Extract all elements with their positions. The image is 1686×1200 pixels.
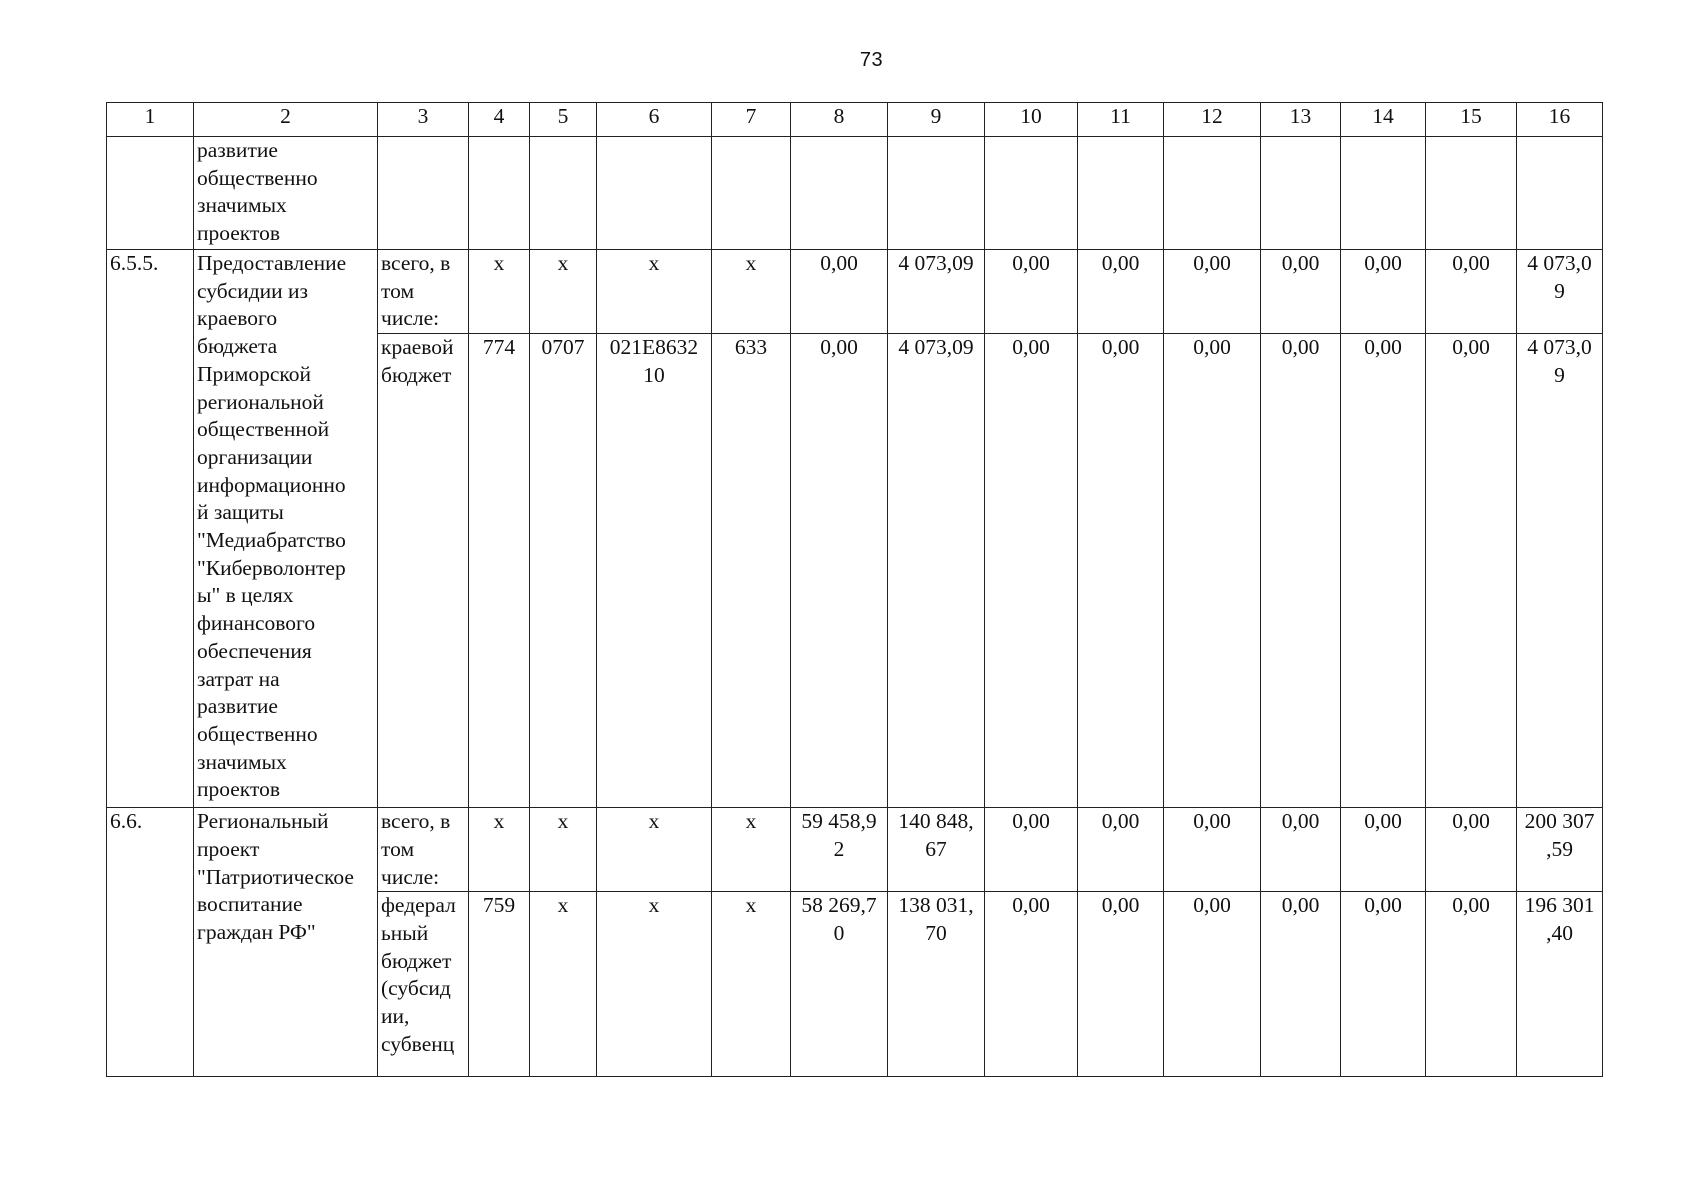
empty-cell bbox=[597, 137, 712, 250]
value-cell: 0,00 bbox=[1078, 334, 1164, 808]
value-cell: 0,00 bbox=[1164, 334, 1261, 808]
empty-cell bbox=[1341, 137, 1426, 250]
header-cell: 2 bbox=[194, 103, 378, 137]
value-cell: 0,00 bbox=[1164, 892, 1261, 1077]
value-cell: х bbox=[469, 808, 530, 892]
header-cell: 8 bbox=[791, 103, 888, 137]
value-cell: 4 073,09 bbox=[888, 250, 985, 334]
empty-cell bbox=[1261, 137, 1341, 250]
value-cell: х bbox=[530, 250, 597, 334]
header-cell: 10 bbox=[985, 103, 1078, 137]
row-number-cell: 6.5.5. bbox=[107, 250, 194, 808]
value-cell: 58 269,7 0 bbox=[791, 892, 888, 1077]
empty-cell bbox=[712, 137, 791, 250]
value-cell: 633 bbox=[712, 334, 791, 808]
header-cell: 12 bbox=[1164, 103, 1261, 137]
value-cell: 0,00 bbox=[985, 334, 1078, 808]
budget-table bbox=[106, 102, 1603, 1077]
header-cell: 4 bbox=[469, 103, 530, 137]
value-cell: 59 458,9 2 bbox=[791, 808, 888, 892]
funding-source-cell: всего, в том числе: bbox=[378, 250, 469, 334]
value-cell: 0,00 bbox=[1341, 808, 1426, 892]
value-cell: 0,00 bbox=[1164, 808, 1261, 892]
value-cell: 0,00 bbox=[985, 892, 1078, 1077]
value-cell: 021Е8632 10 bbox=[597, 334, 712, 808]
header-row bbox=[107, 103, 1603, 137]
value-cell: 0,00 bbox=[1261, 334, 1341, 808]
value-cell: 4 073,0 9 bbox=[1517, 250, 1603, 334]
value-cell: х bbox=[712, 892, 791, 1077]
page-number: 73 bbox=[859, 49, 884, 71]
value-cell: 0,00 bbox=[985, 808, 1078, 892]
funding-source-cell: федерал ьный бюджет (субсид ии, субвенц bbox=[378, 892, 469, 1077]
value-cell: 0,00 bbox=[1341, 334, 1426, 808]
funding-source-cell: краевой бюджет bbox=[378, 334, 469, 808]
header-cell: 14 bbox=[1341, 103, 1426, 137]
value-cell: 0,00 bbox=[1426, 250, 1517, 334]
table-row bbox=[107, 250, 1603, 334]
funding-source-cell: всего, в том числе: bbox=[378, 808, 469, 892]
empty-cell bbox=[107, 137, 194, 250]
value-cell: х bbox=[712, 808, 791, 892]
row-number-cell: 6.6. bbox=[107, 808, 194, 1077]
empty-cell bbox=[378, 137, 469, 250]
header-cell: 16 bbox=[1517, 103, 1603, 137]
header-cell: 11 bbox=[1078, 103, 1164, 137]
value-cell: х bbox=[530, 808, 597, 892]
value-cell: 0707 bbox=[530, 334, 597, 808]
value-cell: 0,00 bbox=[1426, 808, 1517, 892]
value-cell: 200 307 ,59 bbox=[1517, 808, 1603, 892]
value-cell: х bbox=[597, 250, 712, 334]
value-cell: 4 073,09 bbox=[888, 334, 985, 808]
header-cell: 9 bbox=[888, 103, 985, 137]
empty-cell bbox=[985, 137, 1078, 250]
value-cell: 0,00 bbox=[985, 250, 1078, 334]
value-cell: 774 bbox=[469, 334, 530, 808]
value-cell: 0,00 bbox=[1426, 892, 1517, 1077]
value-cell: 140 848, 67 bbox=[888, 808, 985, 892]
value-cell: 0,00 bbox=[791, 250, 888, 334]
value-cell: 0,00 bbox=[1341, 892, 1426, 1077]
header-cell: 15 bbox=[1426, 103, 1517, 137]
continuation-name-cell: развитие общественно значимых проектов bbox=[194, 137, 378, 250]
header-cell: 6 bbox=[597, 103, 712, 137]
value-cell: 0,00 bbox=[1261, 250, 1341, 334]
value-cell: х bbox=[712, 250, 791, 334]
value-cell: 196 301 ,40 bbox=[1517, 892, 1603, 1077]
empty-cell bbox=[469, 137, 530, 250]
value-cell: х bbox=[469, 250, 530, 334]
value-cell: 0,00 bbox=[1261, 892, 1341, 1077]
value-cell: х bbox=[597, 808, 712, 892]
empty-cell bbox=[530, 137, 597, 250]
value-cell: х bbox=[597, 892, 712, 1077]
value-cell: х bbox=[530, 892, 597, 1077]
row-name-cell: Региональный проект "Патриотическое воспитание граждан РФ" bbox=[194, 808, 378, 1077]
empty-cell bbox=[1517, 137, 1603, 250]
header-cell: 1 bbox=[107, 103, 194, 137]
empty-cell bbox=[888, 137, 985, 250]
header-cell: 5 bbox=[530, 103, 597, 137]
value-cell: 759 bbox=[469, 892, 530, 1077]
value-cell: 138 031, 70 bbox=[888, 892, 985, 1077]
value-cell: 0,00 bbox=[1078, 808, 1164, 892]
header-cell: 13 bbox=[1261, 103, 1341, 137]
empty-cell bbox=[1426, 137, 1517, 250]
empty-cell bbox=[1164, 137, 1261, 250]
value-cell: 0,00 bbox=[1078, 892, 1164, 1077]
value-cell: 0,00 bbox=[1164, 250, 1261, 334]
value-cell: 0,00 bbox=[1341, 250, 1426, 334]
header-cell: 7 bbox=[712, 103, 791, 137]
value-cell: 0,00 bbox=[1078, 250, 1164, 334]
table-row bbox=[107, 808, 1603, 892]
row-name-cell: Предоставление субсидии из краевого бюджета Приморской региональной общественной организации информационно й защиты "Медиабратство "Киберволонтер ы" в целях финансового обеспечения затрат на развитие общественно значимых проектов bbox=[194, 250, 378, 808]
value-cell: 0,00 bbox=[791, 334, 888, 808]
value-cell: 4 073,0 9 bbox=[1517, 334, 1603, 808]
value-cell: 0,00 bbox=[1261, 808, 1341, 892]
header-cell: 3 bbox=[378, 103, 469, 137]
value-cell: 0,00 bbox=[1426, 334, 1517, 808]
empty-cell bbox=[1078, 137, 1164, 250]
continuation-row bbox=[107, 137, 1603, 250]
empty-cell bbox=[791, 137, 888, 250]
